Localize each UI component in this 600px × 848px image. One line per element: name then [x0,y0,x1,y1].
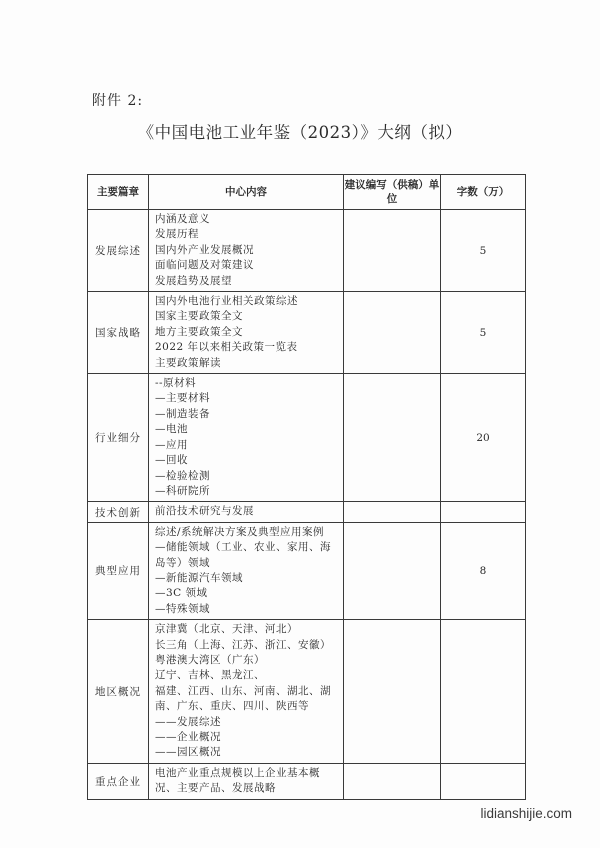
table-row [88,522,526,619]
content-line: —应用 [155,438,188,451]
word-count-cell: 20 [441,374,526,502]
chapter-cell: 重点企业 [88,763,149,799]
attachment-label: 附件 2: [92,93,144,109]
content-line: 地方主要政策全文 [155,325,243,338]
unit-cell [344,374,441,502]
chapter-cell: 技术创新 [88,502,149,522]
unit-cell [344,620,441,764]
content-cell [149,763,344,799]
content-line: —主要材料 [155,392,210,405]
content-line: 面临问题及对策建议 [155,259,254,272]
content-line: --原材料 [155,377,197,390]
watermark: lidianshijie.com [480,806,572,821]
word-count-cell: 5 [441,292,526,374]
content-cell [149,210,344,292]
content-line: 福建、江西、山东、河南、湖北、湖 [155,684,331,697]
content-line: 国家主要政策全文 [155,310,243,323]
header-chapter: 主要篇章 [88,175,149,210]
content-line: ——发展综述 [155,715,221,728]
table-row [88,620,526,764]
content-cell [149,374,344,502]
content-cell [149,292,344,374]
content-line: 粤港澳大湾区（广东） [155,653,265,666]
content-line: —科研院所 [155,484,210,497]
content-line: —特殊领域 [155,602,210,615]
chapter-cell: 发展综述 [88,210,149,292]
content-line: 内涵及意义 [155,213,210,225]
table-body [88,210,526,800]
table-row [88,210,526,292]
chapter-cell: 行业细分 [88,374,149,502]
chapter-cell: 典型应用 [88,522,149,619]
word-count-cell: 5 [441,210,526,292]
content-line: —储能领域（工业、农业、家用、海 [155,541,331,554]
header-words: 字数（万） [441,175,526,210]
content-cell [149,522,344,619]
content-line: 京津冀（北京、天津、河北） [155,623,298,636]
header-unit: 建议编写（供稿）单位 [344,175,441,210]
header-row [88,175,526,210]
content-line: 前沿技术研究与发展 [155,505,254,518]
table-row [88,374,526,502]
unit-cell [344,522,441,619]
content-line: 辽宁、吉林、黑龙江、 [155,669,265,682]
unit-cell [344,210,441,292]
content-line: 2022 年以来相关政策一览表 [155,341,298,354]
content-line: —3C 领域 [155,587,208,600]
content-line: —检验检测 [155,469,210,482]
content-line: 发展历程 [155,228,199,241]
word-count-cell: 8 [441,522,526,619]
content-line: 电池产业重点规模以上企业基本概 [155,766,320,779]
chapter-cell: 国家战略 [88,292,149,374]
content-line: —回收 [155,454,188,467]
content-line: 主要政策解读 [155,356,221,369]
content-line: 发展趋势及展望 [155,274,232,287]
content-line: ——园区概况 [155,746,221,759]
table-row [88,763,526,799]
content-line: 综述/系统解决方案及典型应用案例 [155,525,325,538]
unit-cell [344,763,441,799]
content-cell [149,502,344,522]
content-line: ——企业概况 [155,731,221,743]
word-count-cell [441,620,526,764]
content-line: 南、广东、重庆、四川、陕西等 [155,700,309,713]
chapter-cell: 地区概况 [88,620,149,764]
content-line: 况、主要产品、发展战略 [155,782,276,795]
content-line: 国内外产业发展概况 [155,243,254,256]
content-line: 长三角（上海、江苏、浙江、安徽） [155,638,331,651]
header-content: 中心内容 [149,175,344,210]
unit-cell [344,502,441,522]
unit-cell [344,292,441,374]
content-cell [149,620,344,764]
content-line: 国内外电池行业相关政策综述 [155,295,298,308]
content-line: —电池 [155,423,188,436]
content-line: —制造装备 [155,407,210,420]
table-row [88,292,526,374]
table-row [88,502,526,522]
content-line: —新能源汽车领域 [155,571,243,584]
document-title: 《中国电池工业年鉴（2023）》大纲（拟） [137,123,463,142]
outline-table [87,174,526,800]
word-count-cell [441,763,526,799]
content-line: 岛等）领域 [155,556,210,569]
word-count-cell [441,502,526,522]
